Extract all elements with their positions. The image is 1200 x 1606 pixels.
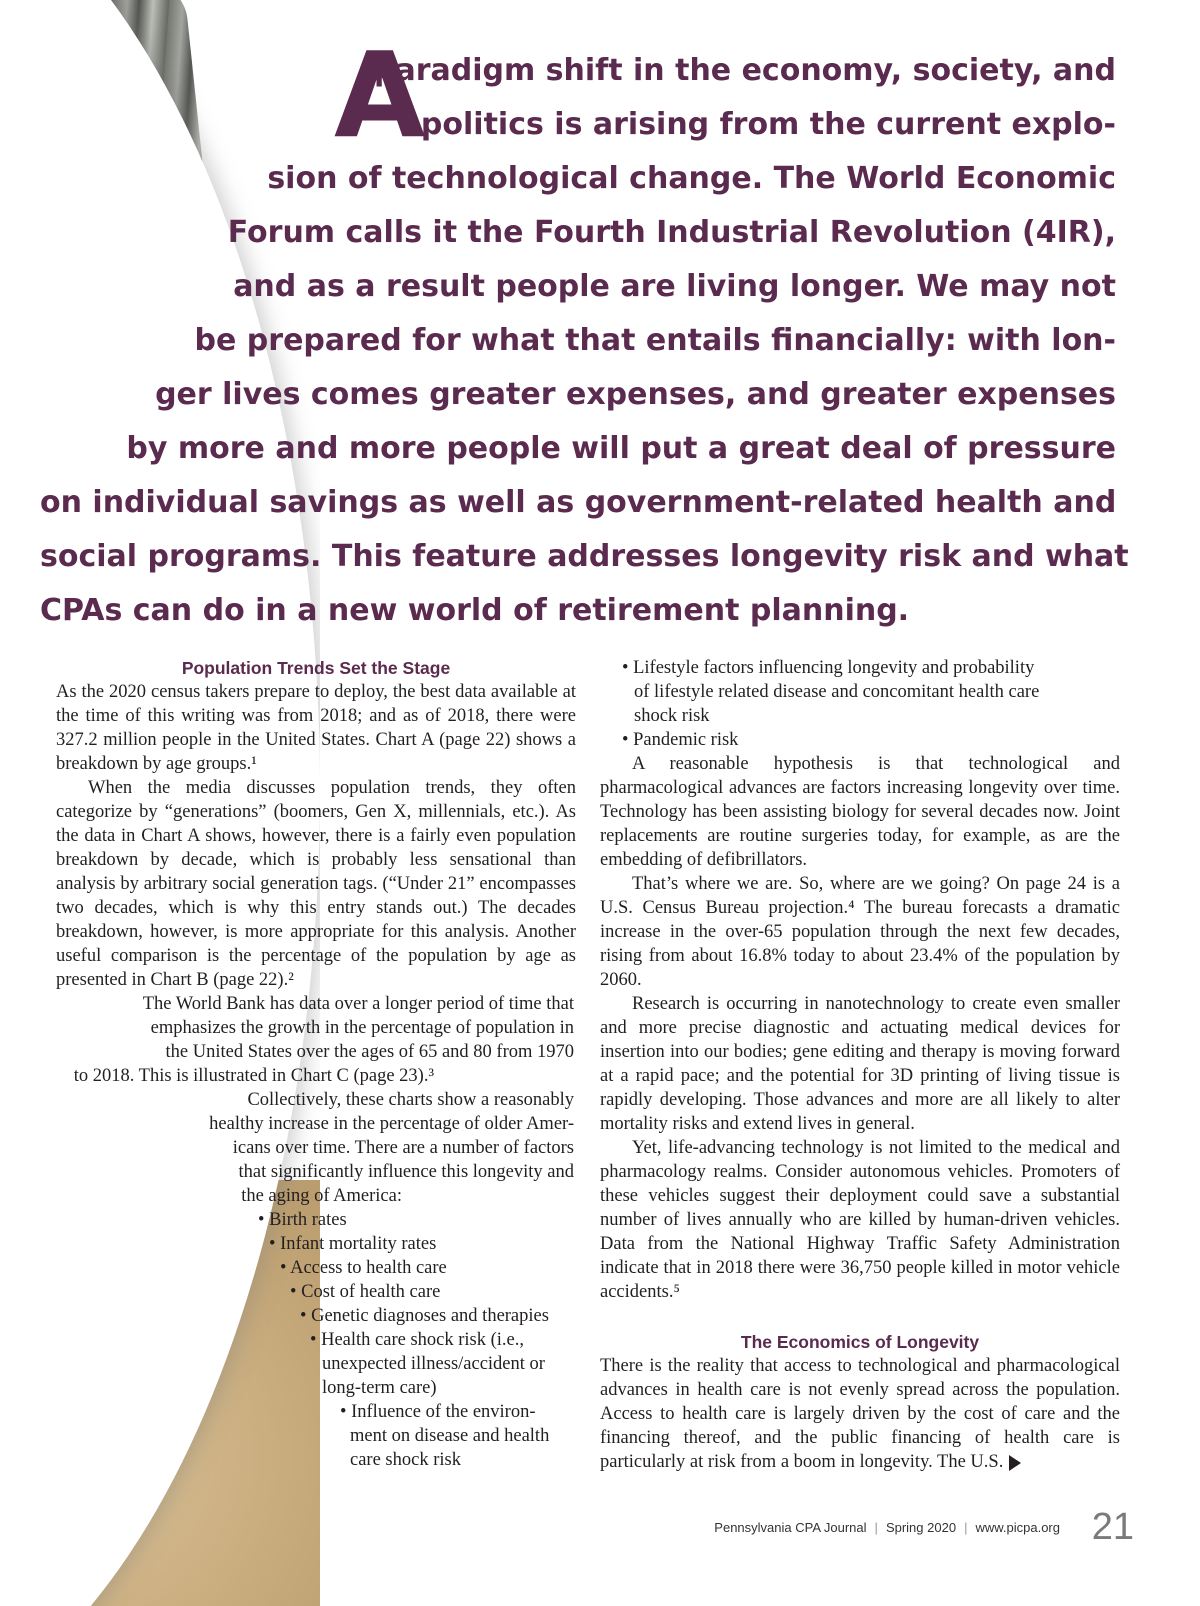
list-item: • Pandemic risk [622, 730, 739, 750]
list-item: unexpected illness/accident or [322, 1354, 545, 1374]
paragraph: A reasonable hypothesis is that technological and pharmacological advances are factors increasing longevity over time. Technology has been assisting biology for several decades now. Joint replacements are routine surgeries today, for example, as are the embedding of defibrillators. [600, 754, 1120, 870]
list-item: • Influence of the environ- [340, 1402, 536, 1422]
deck-line: CPAs can do in a new world of retirement planning. [40, 593, 910, 628]
list-item: • Birth rates [258, 1210, 347, 1230]
drop-cap: A [334, 26, 426, 164]
right-column [600, 656, 1120, 1474]
text-line: emphasizes the growth in the percentage of population in [150, 1018, 574, 1038]
section-heading: Population Trends Set the Stage [181, 658, 451, 678]
list-item: • Infant mortality rates [269, 1234, 437, 1254]
text-line: to 2018. This is illustrated in Chart C (page 23).³ [73, 1066, 434, 1086]
list-item: ment on disease and health [350, 1426, 550, 1446]
page-number: 21 [1091, 1506, 1134, 1548]
text-line: that significantly influence this longevity and [238, 1162, 574, 1182]
deck-line: sion of technological change. The World Economic [267, 161, 1116, 196]
article-deck [40, 44, 1129, 638]
list-item: • Cost of health care [290, 1282, 441, 1302]
continue-arrow-icon [1009, 1455, 1021, 1471]
deck-line: paradigm shift in the economy, society, and [373, 53, 1116, 88]
text-line: healthy increase in the percentage of older Amer- [209, 1114, 574, 1134]
divider: | [874, 1520, 878, 1535]
text-line: Collectively, these charts show a reasonably [247, 1090, 574, 1110]
deck-line: by more and more people will put a great deal of pressure [126, 431, 1116, 466]
paragraph-text: There is the reality that access to technological and pharmacological advances in health care is not evenly spread across the population. Access to health care is largely driven by the cost of care and the financing thereof, and the public financing of health care is particularly at risk from a boom in longevity. The U.S. [600, 1356, 1120, 1472]
paragraph [56, 1088, 576, 1208]
paragraph: Yet, life-advancing technology is not limited to the medical and pharmacology realms. Consider autonomous vehicles. Promoters of these vehicles suggest their deployment could save a substantial number of lives annually who are killed by human-driven vehicles. Data from the National Highway Traffic Safety Administration indicate that in 2018 there were 36,750 people killed in motor vehicle accidents.⁵ [600, 1138, 1120, 1302]
paragraph: When the media discusses population trends, they often categorize by “generations” (boomers, Gen X, millennials, etc.). As the data in Chart A shows, however, there is a fairly even population breakdown by decade, which is probably less sensational than analysis by arbitrary social generation tags. (“Under 21” encompasses two decades, which is why this entry stands out.) The decades breakdown, however, is more appropriate for this analysis. Another useful comparison is the percentage of the population by age as presented in Chart B (page 22).² [56, 778, 576, 990]
paragraph [600, 1354, 1120, 1474]
list-item: shock risk [634, 706, 710, 726]
deck-line: be prepared for what that entails financially: with lon- [194, 323, 1116, 358]
text-line: icans over time. There are a number of factors [232, 1138, 574, 1158]
paragraph: Research is occurring in nanotechnology to create even smaller and more precise diagnostic and actuating medical devices for insertion into our bodies; gene editing and therapy is moving forward at a rapid pace; and the potential for 3D printing of living tissue is rapidly developing. Those advances and more are all likely to alter mortality risks and extend lives in general. [600, 994, 1120, 1134]
text-line: the aging of America: [241, 1186, 402, 1206]
list-item: • Lifestyle factors influencing longevity and probability [622, 658, 1035, 678]
list-item: of lifestyle related disease and concomitant health care [634, 682, 1040, 702]
factor-list [56, 1208, 576, 1472]
list-item: long-term care) [322, 1378, 437, 1398]
list-item: care shock risk [350, 1450, 461, 1470]
list-item: • Genetic diagnoses and therapies [300, 1306, 549, 1326]
list-item: • Access to health care [280, 1258, 447, 1278]
deck-line: politics is arising from the current explo- [420, 107, 1116, 142]
paragraph: That’s where we are. So, where are we going? On page 24 is a U.S. Census Bureau projection.⁴ The bureau forecasts a dramatic increase in the over-65 population through the next few decades, rising from about 16.8% today to about 23.4% of the population by 2060. [600, 874, 1120, 990]
divider: | [964, 1520, 968, 1535]
deck-line: on individual savings as well as government-related health and [40, 485, 1117, 520]
website-link[interactable]: www.picpa.org [975, 1520, 1060, 1535]
spacer [600, 1304, 1120, 1330]
section-heading: The Economics of Longevity [740, 1332, 980, 1352]
deck-line: ger lives comes greater expenses, and greater expenses [155, 377, 1116, 412]
deck-line: social programs. This feature addresses longevity risk and what [40, 539, 1129, 574]
left-column [56, 656, 576, 1472]
list-item: • Health care shock risk (i.e., [310, 1330, 525, 1350]
paragraph: As the 2020 census takers prepare to deploy, the best data available at the time of this writing was from 2018; and as of 2018, there were 327.2 million people in the United States. Chart A (page 22) shows a breakdown by age groups.¹ [56, 682, 576, 774]
journal-name: Pennsylvania CPA Journal [714, 1520, 867, 1535]
page-footer [714, 1520, 1060, 1535]
deck-line: Forum calls it the Fourth Industrial Revolution (4IR), [227, 215, 1116, 250]
text-line: the United States over the ages of 65 and 80 from 1970 [165, 1042, 574, 1062]
deck-line: and as a result people are living longer. We may not [233, 269, 1116, 304]
issue-date: Spring 2020 [885, 1520, 957, 1535]
paragraph [56, 992, 576, 1088]
text-line: The World Bank has data over a longer period of time that [142, 994, 574, 1014]
